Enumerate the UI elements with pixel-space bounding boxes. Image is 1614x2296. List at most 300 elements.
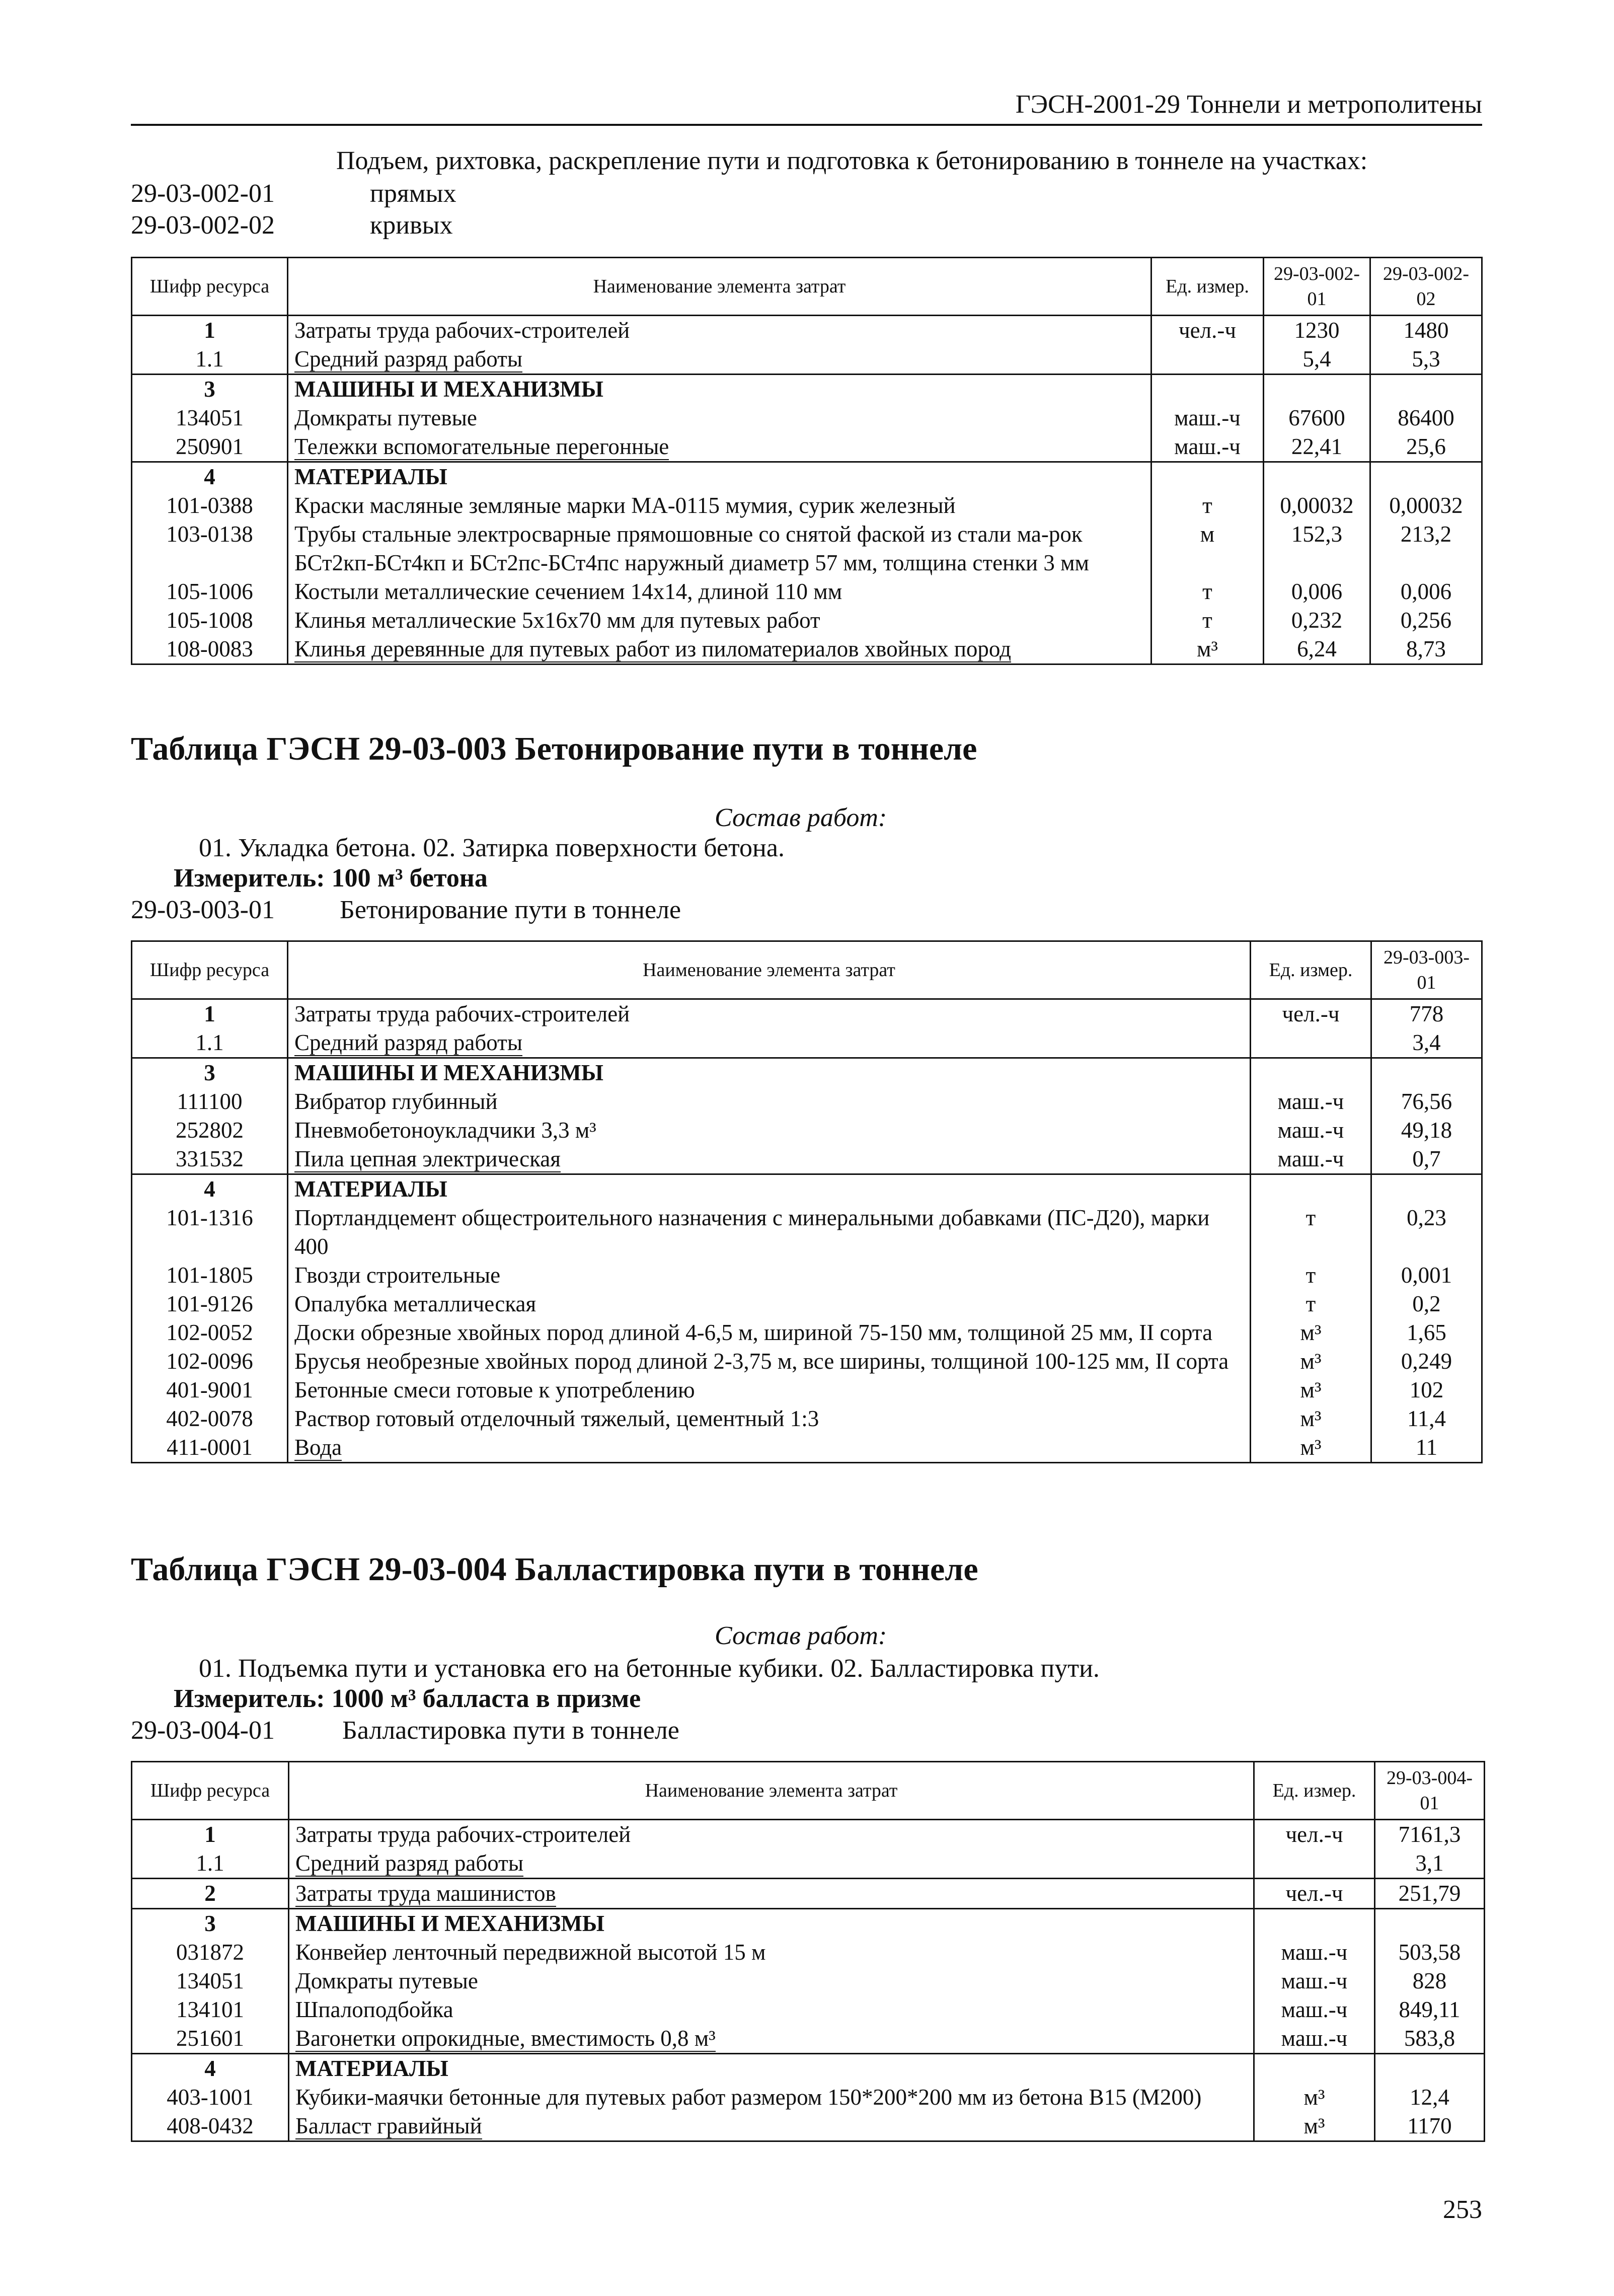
cell-resource-code — [132, 635, 288, 664]
item-name: Балласт гравийный — [295, 2113, 482, 2138]
cell-value — [1375, 2054, 1485, 2084]
cell-resource-code — [132, 1909, 289, 1939]
cell-resource-code — [132, 1174, 288, 1204]
cell-value — [1375, 2083, 1485, 2112]
header-col-2: 29-03-002-02 — [1370, 258, 1482, 316]
item-name: Клинья деревянные для путевых работ из пиломатериалов хвойных пород — [294, 636, 1012, 661]
item-name: Пила цепная электрическая — [294, 1146, 561, 1171]
value: 8,73 — [1406, 636, 1446, 661]
cell-unit — [1251, 1261, 1371, 1290]
cell-value — [1371, 1318, 1482, 1347]
table-row — [132, 462, 1482, 492]
header-item-name: Наименование элемента затрат — [288, 258, 1151, 316]
value: 0,256 — [1400, 608, 1452, 633]
header-col-1: 29-03-004-01 — [1375, 1762, 1485, 1820]
cell-value — [1371, 1145, 1482, 1174]
unit: м³ — [1303, 2085, 1325, 2110]
item-name: Домкраты путевые — [294, 405, 477, 430]
table2-code: 29-03-003-01 — [131, 896, 275, 924]
cell-resource-code — [132, 606, 288, 635]
table-row — [132, 1290, 1482, 1318]
cell-resource-code — [132, 462, 288, 492]
unit: т — [1202, 579, 1212, 604]
cell-unit — [1151, 316, 1264, 345]
item-name: Затраты труда рабочих-строителей — [295, 1822, 631, 1847]
block1-code-2-name: кривых — [370, 211, 453, 240]
value: 0,00032 — [1389, 493, 1463, 518]
table-row — [132, 375, 1482, 404]
item-name: Трубы стальные электросварные прямошовные со снятой фаской из стали ма-рок БСт2кп-БСт4кп и БСт2пс-БСт4пс наружный диаметр 57 мм, толщина стенки 3 мм — [294, 522, 1090, 575]
cell-item-name — [289, 1909, 1254, 1939]
resource-code: 102-0096 — [166, 1349, 253, 1374]
cell-value — [1264, 375, 1370, 404]
cell-resource-code — [132, 2024, 289, 2054]
cell-item-name — [289, 2083, 1254, 2112]
table-row — [132, 577, 1482, 606]
table2-title: Таблица ГЭСН 29-03-003 Бетонирование пути в тоннеле — [131, 730, 977, 767]
resource-code: 251601 — [176, 2026, 244, 2051]
cell-unit — [1151, 432, 1264, 462]
cell-item-name — [288, 520, 1151, 577]
table-row — [132, 1433, 1482, 1463]
value: 778 — [1409, 1001, 1444, 1026]
item-name: Домкраты путевые — [295, 1968, 478, 1993]
table-row — [132, 1204, 1482, 1261]
table-row — [132, 1087, 1482, 1116]
cell-item-name — [288, 1174, 1251, 1204]
item-name: Доски обрезные хвойных пород длиной 4-6,5 м, шириной 75-150 мм, толщиной 25 мм, II сорта — [294, 1320, 1213, 1345]
item-name: Костыли металлические сечением 14х14, длиной 110 мм — [294, 579, 842, 604]
cell-item-name — [289, 1820, 1254, 1849]
cell-item-name — [288, 375, 1151, 404]
cell-value — [1264, 404, 1370, 432]
cell-value — [1375, 1820, 1485, 1849]
cell-item-name — [289, 2054, 1254, 2084]
item-name: Краски масляные земляные марки МА-0115 мумия, сурик железный — [294, 493, 956, 518]
value: 3,4 — [1412, 1030, 1441, 1055]
cell-unit — [1251, 1290, 1371, 1318]
item-name: МАШИНЫ И МЕХАНИЗМЫ — [294, 1060, 603, 1085]
cell-unit — [1151, 462, 1264, 492]
value: 0,00032 — [1280, 493, 1354, 518]
resource-table-29-03-004 — [131, 1761, 1485, 2142]
value: 49,18 — [1401, 1118, 1452, 1143]
block1-code-1-name: прямых — [370, 179, 456, 208]
unit: маш.-ч — [1277, 1089, 1344, 1114]
cell-unit — [1254, 1967, 1375, 1995]
cell-resource-code — [132, 1261, 288, 1290]
cell-item-name — [288, 1290, 1251, 1318]
value: 76,56 — [1401, 1089, 1452, 1114]
table-row — [132, 432, 1482, 462]
cell-value — [1371, 1058, 1482, 1088]
value: 0,232 — [1291, 608, 1343, 633]
cell-item-name — [289, 2112, 1254, 2141]
cell-value — [1371, 1376, 1482, 1404]
header-rule — [131, 124, 1482, 126]
cell-resource-code — [132, 1967, 289, 1995]
item-name: МАТЕРИАЛЫ — [294, 464, 447, 489]
resource-code: 134051 — [176, 405, 244, 430]
value: 25,6 — [1406, 434, 1446, 459]
value: 849,11 — [1399, 1997, 1461, 2022]
unit: чел.-ч — [1282, 1001, 1340, 1026]
unit: м³ — [1303, 2113, 1325, 2138]
table-row — [132, 1028, 1482, 1058]
unit: чел.-ч — [1285, 1822, 1343, 1847]
value: 22,41 — [1291, 434, 1343, 459]
table-row — [132, 1995, 1485, 2024]
cell-item-name — [288, 491, 1151, 520]
cell-item-name — [288, 1058, 1251, 1088]
resource-code: 1 — [204, 1001, 215, 1026]
cell-unit — [1254, 1879, 1375, 1909]
cell-item-name — [288, 1347, 1251, 1376]
resource-code: 108-0083 — [166, 636, 253, 661]
cell-value — [1375, 1879, 1485, 1909]
item-name: Тележки вспомогательные перегонные — [294, 434, 669, 459]
cell-resource-code — [132, 1376, 288, 1404]
value: 5,3 — [1412, 346, 1440, 372]
resource-code: 331532 — [176, 1146, 244, 1171]
resource-table-29-03-003 — [131, 940, 1483, 1463]
resource-code: 111100 — [177, 1089, 243, 1114]
cell-value — [1370, 520, 1482, 577]
item-name: МАШИНЫ И МЕХАНИЗМЫ — [294, 377, 603, 402]
unit: т — [1202, 493, 1212, 518]
item-name: Пневмобетоноукладчики 3,3 м³ — [294, 1118, 596, 1143]
resource-code: 408-0432 — [167, 2113, 254, 2138]
cell-resource-code — [132, 1849, 289, 1879]
cell-item-name — [288, 1204, 1251, 1261]
item-name: Бетонные смеси готовые к употреблению — [294, 1377, 695, 1402]
item-name: Опалубка металлическая — [294, 1291, 536, 1316]
cell-unit — [1151, 520, 1264, 577]
cell-resource-code — [132, 1347, 288, 1376]
cell-resource-code — [132, 1938, 289, 1967]
resource-code: 1.1 — [196, 1850, 224, 1876]
unit: маш.-ч — [1277, 1146, 1344, 1171]
unit: чел.-ч — [1285, 1881, 1343, 1906]
item-name: МАТЕРИАЛЫ — [294, 1176, 447, 1202]
item-name: Затраты труда машинистов — [295, 1881, 556, 1906]
cell-item-name — [288, 404, 1151, 432]
table-row — [132, 2112, 1485, 2141]
table-row — [132, 404, 1482, 432]
value: 583,8 — [1404, 2026, 1455, 2051]
table-row — [132, 491, 1482, 520]
value: 67600 — [1288, 405, 1345, 430]
table-row — [132, 606, 1482, 635]
cell-resource-code — [132, 432, 288, 462]
table2-measure-text: Измеритель: 100 м³ бетона — [174, 864, 488, 893]
running-header: ГЭСН-2001-29 Тоннели и метрополитены — [1015, 90, 1482, 119]
item-name: Средний разряд работы — [294, 1030, 523, 1055]
item-name: МАТЕРИАЛЫ — [295, 2056, 448, 2081]
item-name: Клинья металлические 5х16х70 мм для путевых работ — [294, 608, 820, 633]
unit: м — [1200, 522, 1215, 547]
cell-value — [1264, 606, 1370, 635]
cell-resource-code — [132, 1058, 288, 1088]
table-row — [132, 1116, 1482, 1145]
cell-unit — [1254, 2024, 1375, 2054]
cell-item-name — [288, 1261, 1251, 1290]
cell-item-name — [289, 2024, 1254, 2054]
table-row — [132, 1174, 1482, 1204]
header-resource-code: Шифр ресурса — [132, 258, 288, 316]
cell-value — [1371, 1204, 1482, 1261]
cell-value — [1375, 1909, 1485, 1939]
value: 0,7 — [1412, 1146, 1441, 1171]
cell-resource-code — [132, 1879, 289, 1909]
table-row — [132, 1938, 1485, 1967]
resource-code: 403-1001 — [167, 2085, 254, 2110]
cell-value — [1264, 345, 1370, 375]
cell-value — [1371, 1290, 1482, 1318]
header-item-name: Наименование элемента затрат — [288, 941, 1251, 999]
cell-resource-code — [132, 1820, 289, 1849]
cell-value — [1371, 1116, 1482, 1145]
unit: т — [1305, 1205, 1316, 1230]
cell-resource-code — [132, 1028, 288, 1058]
cell-resource-code — [132, 1290, 288, 1318]
table3-work-text: 01. Подъемка пути и установка его на бетонные кубики. 02. Балластировка пути. — [199, 1654, 1100, 1683]
cell-item-name — [288, 635, 1151, 664]
table-row — [132, 1376, 1482, 1404]
cell-unit — [1251, 1174, 1371, 1204]
resource-code: 105-1008 — [166, 608, 253, 633]
cell-resource-code — [132, 404, 288, 432]
cell-unit — [1151, 375, 1264, 404]
block1-intro: Подъем, рихтовка, раскрепление пути и подготовка к бетонированию в тоннеле на участках: — [336, 146, 1368, 175]
cell-item-name — [289, 1995, 1254, 2024]
table-row — [132, 1909, 1485, 1939]
cell-value — [1264, 577, 1370, 606]
cell-unit — [1251, 1433, 1371, 1463]
cell-item-name — [288, 316, 1151, 345]
cell-value — [1375, 1967, 1485, 1995]
cell-resource-code — [132, 1995, 289, 2024]
cell-item-name — [288, 345, 1151, 375]
table3-code-name: Балластировка пути в тоннеле — [342, 1716, 679, 1745]
cell-resource-code — [132, 1204, 288, 1261]
table-row — [132, 1145, 1482, 1174]
cell-value — [1371, 1028, 1482, 1058]
cell-item-name — [289, 1967, 1254, 1995]
block1-code-2: 29-03-002-02 — [131, 211, 275, 240]
cell-unit — [1251, 1087, 1371, 1116]
header-unit: Ед. измер. — [1254, 1762, 1375, 1820]
cell-unit — [1151, 404, 1264, 432]
resource-code: 101-1805 — [166, 1263, 253, 1288]
item-name: Раствор готовый отделочный тяжелый, цементный 1:3 — [294, 1406, 819, 1431]
cell-unit — [1254, 1849, 1375, 1879]
cell-value — [1370, 404, 1482, 432]
table-row — [132, 999, 1482, 1029]
cell-value — [1370, 316, 1482, 345]
item-name: Вода — [294, 1435, 342, 1460]
table-row — [132, 2054, 1485, 2084]
header-col-1: 29-03-002-01 — [1264, 258, 1370, 316]
cell-value — [1375, 1849, 1485, 1879]
item-name: Шпалоподбойка — [295, 1997, 453, 2022]
unit: м³ — [1300, 1320, 1322, 1345]
value: 213,2 — [1400, 522, 1452, 547]
resource-code: 4 — [204, 1176, 215, 1202]
item-name: Брусья необрезные хвойных пород длиной 2-3,75 м, все ширины, толщиной 100-125 мм, II сорта — [294, 1349, 1229, 1374]
resource-code: 105-1006 — [166, 579, 253, 604]
value: 0,2 — [1412, 1291, 1441, 1316]
cell-unit — [1254, 1820, 1375, 1849]
cell-resource-code — [132, 2054, 289, 2084]
cell-value — [1375, 2112, 1485, 2141]
header-col-1: 29-03-003-01 — [1371, 941, 1482, 999]
value: 12,4 — [1410, 2085, 1449, 2110]
cell-value — [1371, 1433, 1482, 1463]
cell-unit — [1251, 1404, 1371, 1433]
table-row — [132, 1849, 1485, 1879]
cell-unit — [1251, 1145, 1371, 1174]
cell-item-name — [288, 606, 1151, 635]
cell-item-name — [288, 1087, 1251, 1116]
value: 86400 — [1398, 405, 1454, 430]
unit: т — [1202, 608, 1212, 633]
cell-value — [1371, 1174, 1482, 1204]
cell-value — [1370, 491, 1482, 520]
unit: маш.-ч — [1281, 2026, 1348, 2051]
cell-resource-code — [132, 2112, 289, 2141]
unit: м³ — [1300, 1377, 1322, 1402]
resource-code: 1.1 — [195, 346, 224, 372]
cell-resource-code — [132, 520, 288, 577]
cell-value — [1370, 375, 1482, 404]
cell-resource-code — [132, 316, 288, 345]
cell-value — [1370, 606, 1482, 635]
cell-value — [1371, 1347, 1482, 1376]
header-resource-code: Шифр ресурса — [132, 941, 288, 999]
cell-resource-code — [132, 1318, 288, 1347]
table-body — [132, 999, 1482, 1463]
item-name: МАШИНЫ И МЕХАНИЗМЫ — [295, 1911, 604, 1936]
cell-unit — [1251, 1028, 1371, 1058]
resource-code: 402-0078 — [166, 1406, 253, 1431]
cell-unit — [1254, 2083, 1375, 2112]
resource-code: 101-9126 — [166, 1291, 253, 1316]
table-row — [132, 2024, 1485, 2054]
header-resource-code: Шифр ресурса — [132, 1762, 289, 1820]
cell-unit — [1151, 606, 1264, 635]
resource-code: 252802 — [176, 1118, 244, 1143]
table2-code-name: Бетонирование пути в тоннеле — [340, 896, 681, 924]
resource-code: 2 — [204, 1881, 216, 1906]
resource-code: 101-0388 — [166, 493, 253, 518]
table-row — [132, 316, 1482, 345]
cell-item-name — [288, 462, 1151, 492]
cell-item-name — [288, 432, 1151, 462]
unit: чел.-ч — [1179, 318, 1236, 343]
table-row — [132, 1879, 1485, 1909]
cell-value — [1264, 635, 1370, 664]
resource-code: 103-0138 — [166, 522, 253, 547]
table3-measure — [174, 1684, 641, 1714]
unit: м³ — [1300, 1406, 1322, 1431]
table-row — [132, 1347, 1482, 1376]
resource-code: 134101 — [176, 1997, 244, 2022]
table-row — [132, 2083, 1485, 2112]
cell-item-name — [289, 1879, 1254, 1909]
table-row — [132, 1404, 1482, 1433]
cell-unit — [1251, 1204, 1371, 1261]
cell-resource-code — [132, 1145, 288, 1174]
table3-measure-text: Измеритель: 1000 м³ балласта в призме — [174, 1684, 641, 1713]
cell-value — [1264, 520, 1370, 577]
cell-value — [1370, 577, 1482, 606]
cell-unit — [1254, 2112, 1375, 2141]
cell-unit — [1251, 1376, 1371, 1404]
cell-unit — [1251, 1116, 1371, 1145]
cell-unit — [1251, 1347, 1371, 1376]
unit: т — [1305, 1291, 1316, 1316]
table-body — [132, 316, 1482, 664]
table2-work-heading: Состав работ: — [715, 803, 887, 832]
value: 828 — [1412, 1968, 1447, 1993]
cell-resource-code — [132, 1404, 288, 1433]
value: 102 — [1409, 1377, 1444, 1402]
table-row — [132, 635, 1482, 664]
item-name: Кубики-маячки бетонные для путевых работ размером 150*200*200 мм из бетона В15 (М200) — [295, 2085, 1202, 2110]
cell-item-name — [288, 1145, 1251, 1174]
value: 11,4 — [1407, 1406, 1446, 1431]
cell-unit — [1254, 1909, 1375, 1939]
cell-unit — [1254, 1938, 1375, 1967]
value: 6,24 — [1297, 636, 1337, 661]
cell-item-name — [288, 1028, 1251, 1058]
resource-code: 102-0052 — [166, 1320, 253, 1345]
cell-resource-code — [132, 1433, 288, 1463]
value: 7161,3 — [1398, 1822, 1461, 1847]
cell-value — [1375, 1938, 1485, 1967]
item-name: Портландцемент общестроительного назначения с минеральными добавками (ПС-Д20), марки 400 — [294, 1205, 1210, 1259]
value: 251,79 — [1398, 1881, 1461, 1906]
block1-code-1: 29-03-002-01 — [131, 179, 275, 208]
resource-code: 411-0001 — [167, 1435, 253, 1460]
cell-resource-code — [132, 345, 288, 375]
cell-value — [1264, 462, 1370, 492]
cell-resource-code — [132, 1087, 288, 1116]
table3-code: 29-03-004-01 — [131, 1716, 275, 1745]
cell-unit — [1254, 2054, 1375, 2084]
unit: маш.-ч — [1174, 434, 1241, 459]
table3-work-heading: Состав работ: — [715, 1621, 887, 1650]
cell-unit — [1151, 577, 1264, 606]
header-unit: Ед. измер. — [1251, 941, 1371, 999]
table-row — [132, 520, 1482, 577]
item-name: Затраты труда рабочих-строителей — [294, 1001, 630, 1026]
unit: м³ — [1300, 1349, 1322, 1374]
cell-value — [1370, 462, 1482, 492]
cell-unit — [1151, 635, 1264, 664]
cell-unit — [1251, 999, 1371, 1029]
resource-code: 134051 — [176, 1968, 244, 1993]
cell-value — [1264, 432, 1370, 462]
table-row — [132, 1058, 1482, 1088]
cell-resource-code — [132, 999, 288, 1029]
item-name: Вибратор глубинный — [294, 1089, 498, 1114]
cell-resource-code — [132, 491, 288, 520]
header-item-name: Наименование элемента затрат — [289, 1762, 1254, 1820]
resource-code: 1 — [204, 1822, 216, 1847]
cell-value — [1371, 1404, 1482, 1433]
